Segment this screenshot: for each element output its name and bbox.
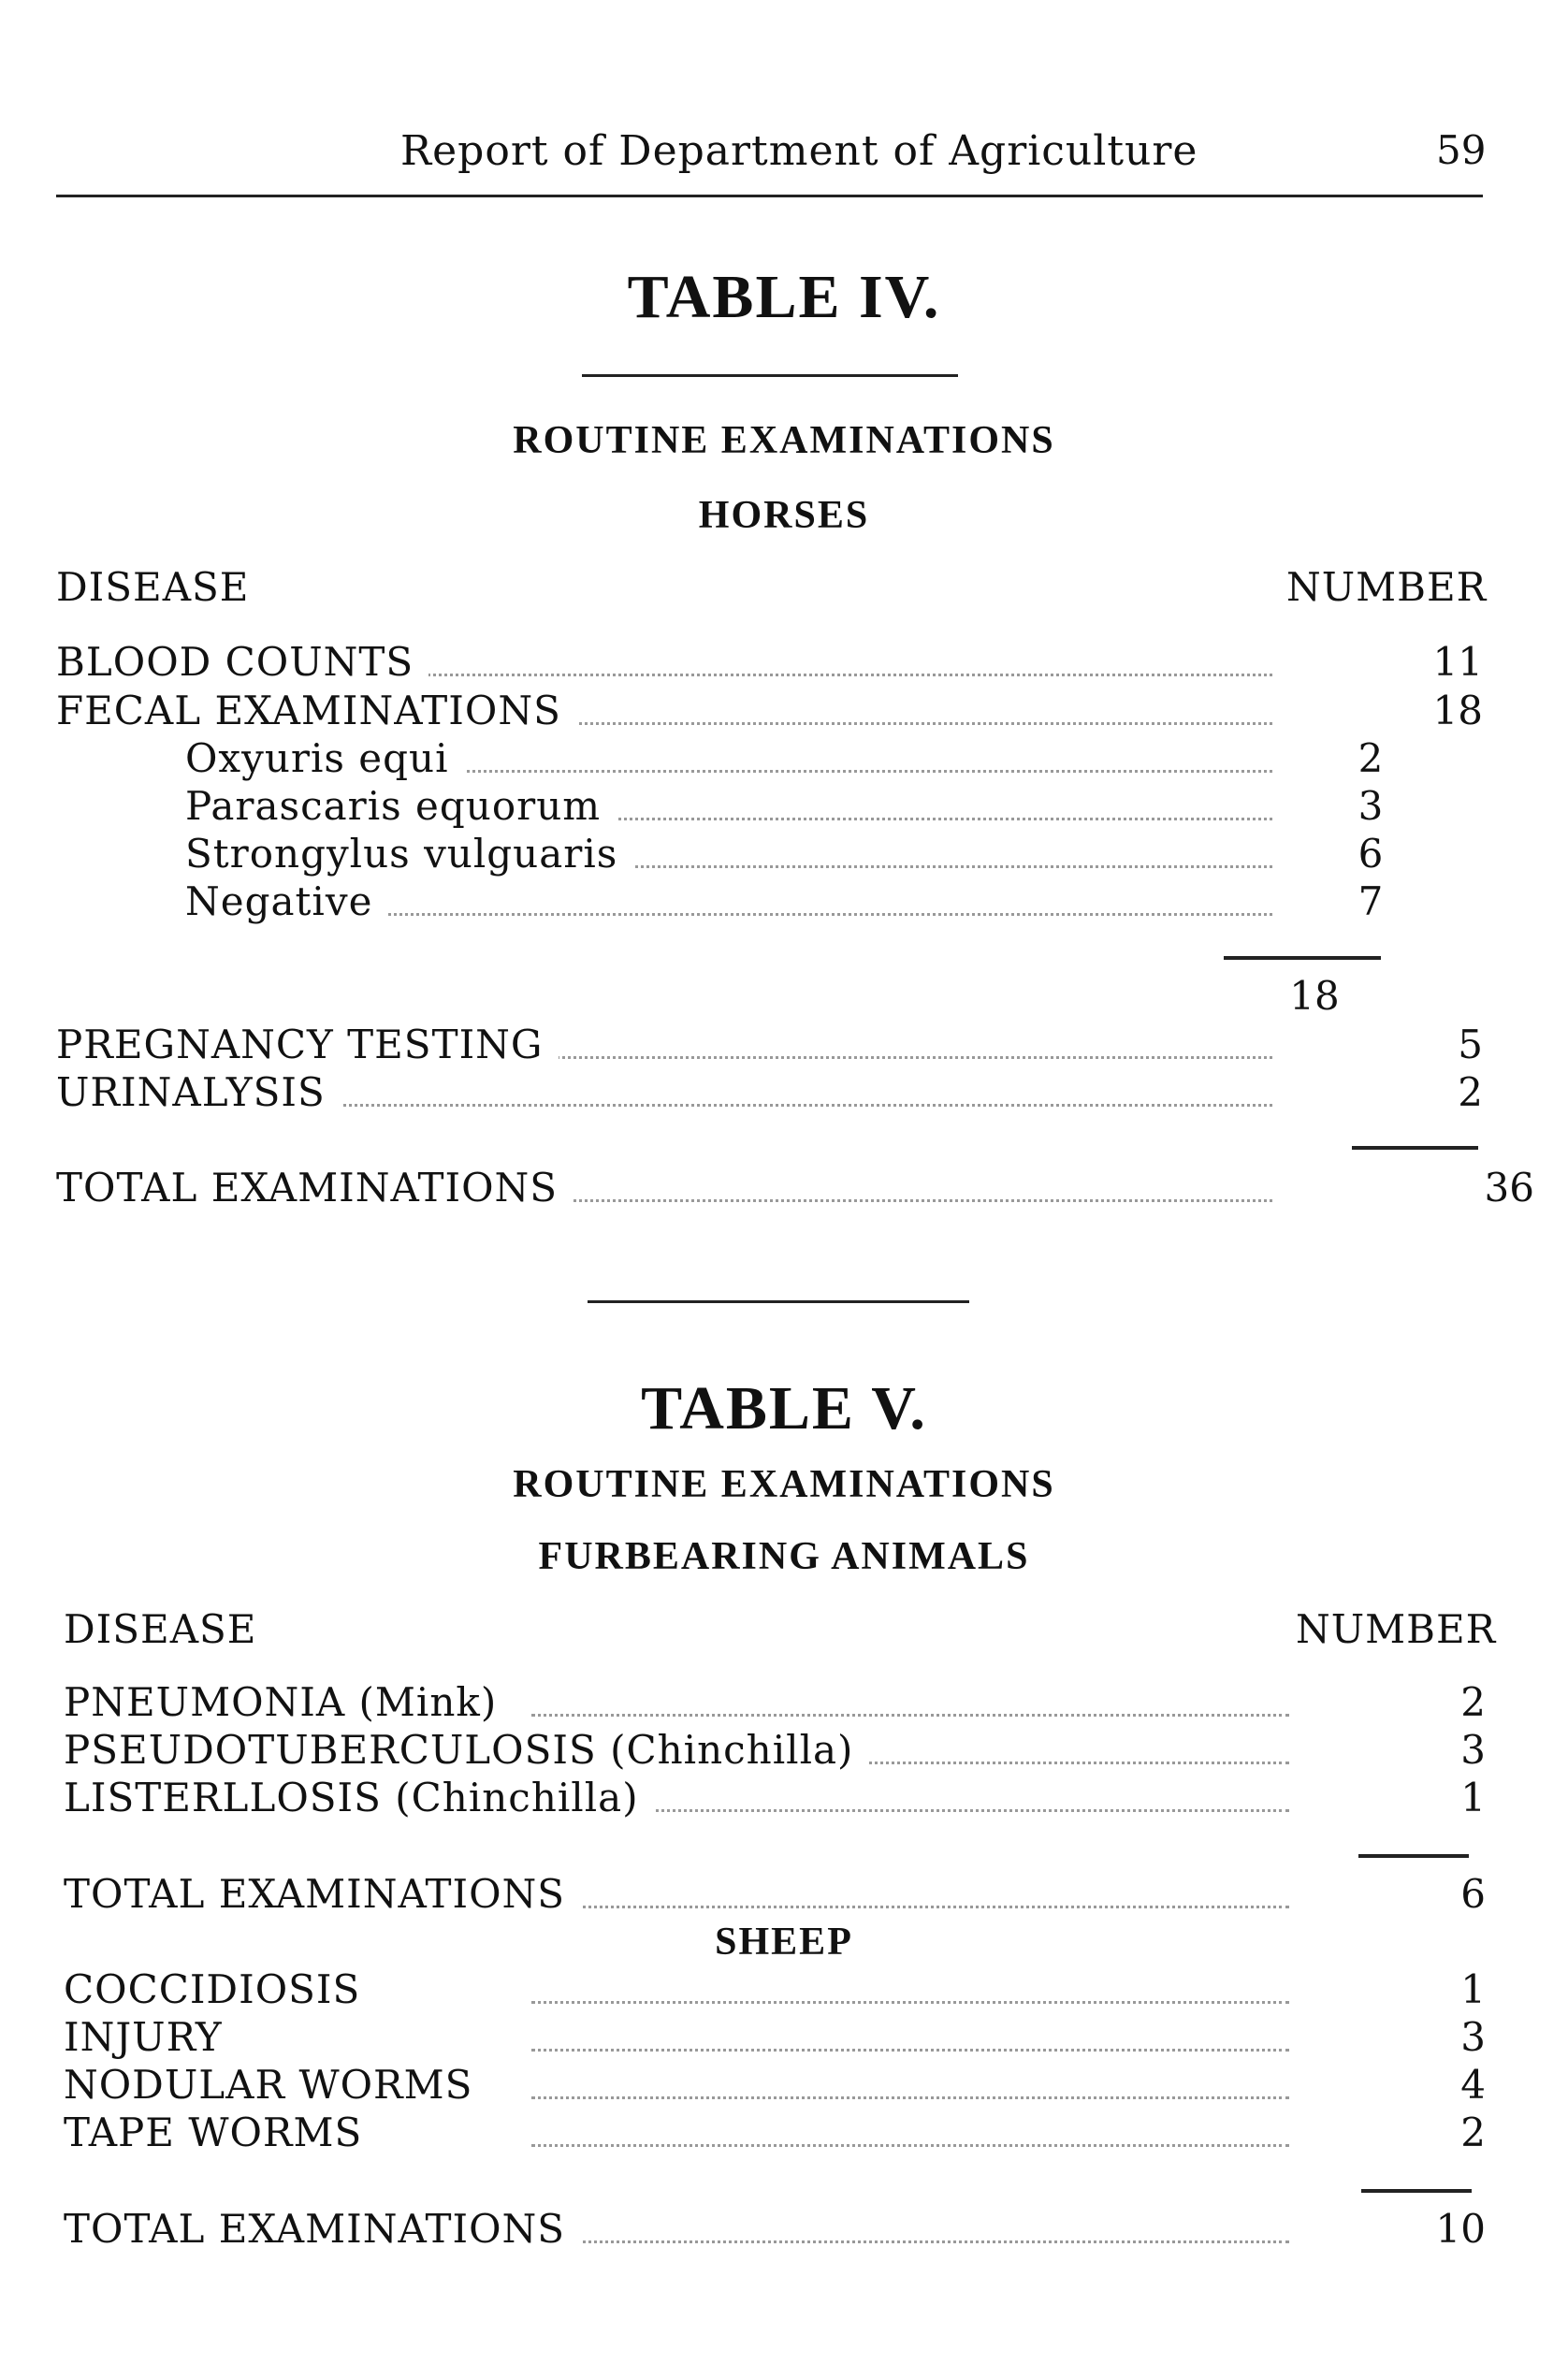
table-iv-subtitle: ROUTINE EXAMINATIONS <box>513 419 1055 462</box>
table-v-subtitle: ROUTINE EXAMINATIONS <box>513 1463 1055 1506</box>
row-label: FECAL EXAMINATIONS <box>56 688 576 733</box>
table-row <box>64 2014 1490 2063</box>
row-label: PREGNANCY TESTING <box>56 1022 559 1067</box>
table-row <box>56 639 1483 688</box>
table-row <box>56 735 1483 784</box>
row-value: 4 <box>1460 2062 1486 2108</box>
total-label: TOTAL EXAMINATIONS <box>64 1871 580 1917</box>
row-label: Negative <box>185 878 387 924</box>
dot-leader <box>531 1714 1289 1717</box>
table-v-title: TABLE V. <box>641 1374 927 1443</box>
total-value: 6 <box>1460 1871 1486 1917</box>
row-label: BLOOD COUNTS <box>56 639 428 685</box>
row-label: URINALYSIS <box>56 1069 341 1115</box>
row-label: INJURY <box>64 2014 238 2060</box>
table-row <box>64 1966 1490 2015</box>
table-row <box>56 878 1483 927</box>
total-rule <box>1361 2189 1472 2193</box>
dot-leader <box>531 2096 1289 2099</box>
row-label: COCCIDIOSIS <box>64 1966 375 2012</box>
table-row <box>64 2062 1490 2110</box>
row-label: NODULAR WORMS <box>64 2062 487 2108</box>
row-sub-value: 7 <box>1357 878 1384 924</box>
table-row <box>56 688 1483 736</box>
table-row <box>64 1727 1490 1776</box>
row-value: 18 <box>1432 688 1483 733</box>
row-sub-value: 3 <box>1357 783 1384 829</box>
row-label: TAPE WORMS <box>64 2110 377 2155</box>
dot-leader <box>531 1906 1289 1908</box>
row-label: LISTERLLOSIS (Chinchilla) <box>64 1775 654 1820</box>
header-rule <box>56 195 1483 197</box>
dot-leader <box>531 2001 1289 2004</box>
table-row <box>64 1775 1490 1823</box>
table-row <box>56 1069 1483 1118</box>
row-value: 2 <box>1460 1679 1486 1725</box>
dot-leader <box>337 1104 1272 1107</box>
running-header: Report of Department of Agriculture <box>400 127 1198 175</box>
table-v-col-disease: DISEASE <box>64 1606 257 1652</box>
table-iv-col-number: NUMBER <box>1286 564 1488 610</box>
table-row <box>64 1679 1490 1728</box>
row-sub-value: 6 <box>1357 831 1384 877</box>
table-row <box>64 2110 1490 2158</box>
row-value: 1 <box>1460 1966 1486 2012</box>
table-v-col-number: NUMBER <box>1296 1606 1497 1652</box>
table-row <box>56 783 1483 832</box>
table-iv-col-disease: DISEASE <box>56 564 250 610</box>
row-label: PNEUMONIA (Mink) <box>64 1679 512 1725</box>
table-row <box>56 831 1483 879</box>
table-iv-title-rule <box>582 374 958 377</box>
section-divider <box>588 1300 969 1303</box>
dot-leader <box>337 913 1272 916</box>
row-label: Oxyuris equi <box>185 735 464 781</box>
dot-leader <box>337 674 1272 676</box>
dot-leader <box>531 2049 1289 2052</box>
table-v-group: FURBEARING ANIMALS <box>538 1535 1030 1578</box>
row-value: 11 <box>1432 639 1483 685</box>
row-label: Parascaris equorum <box>185 783 616 829</box>
table-row <box>56 1022 1483 1070</box>
total-rule <box>1358 1854 1469 1858</box>
total-label: TOTAL EXAMINATIONS <box>64 2206 580 2252</box>
page-number: 59 <box>1436 127 1487 173</box>
subtotal-value: 18 <box>1289 973 1340 1019</box>
row-sub-value: 2 <box>1357 735 1384 781</box>
row-value: 2 <box>1458 1069 1483 1115</box>
row-value: 5 <box>1458 1022 1483 1067</box>
total-row <box>64 1871 1490 1920</box>
dot-leader <box>531 2240 1289 2243</box>
sheep-group: SHEEP <box>715 1921 853 1964</box>
row-value: 3 <box>1460 2014 1486 2060</box>
total-rule <box>1352 1146 1478 1150</box>
dot-leader <box>337 770 1272 773</box>
total-row <box>64 2206 1490 2255</box>
row-value: 1 <box>1460 1775 1486 1820</box>
total-value: 36 <box>1484 1165 1534 1211</box>
row-value: 3 <box>1460 1727 1486 1773</box>
dot-leader <box>531 2144 1289 2147</box>
subtotal-rule <box>1224 956 1381 960</box>
table-iv-group: HORSES <box>698 494 870 537</box>
row-label: PSEUDOTUBERCULOSIS (Chinchilla) <box>64 1727 868 1773</box>
total-row <box>56 1165 1534 1213</box>
row-value: 2 <box>1460 2110 1486 2155</box>
total-label: TOTAL EXAMINATIONS <box>56 1165 573 1211</box>
row-label: Strongylus vulguaris <box>185 831 632 877</box>
table-iv-title: TABLE IV. <box>627 263 941 331</box>
total-value: 10 <box>1435 2206 1486 2252</box>
